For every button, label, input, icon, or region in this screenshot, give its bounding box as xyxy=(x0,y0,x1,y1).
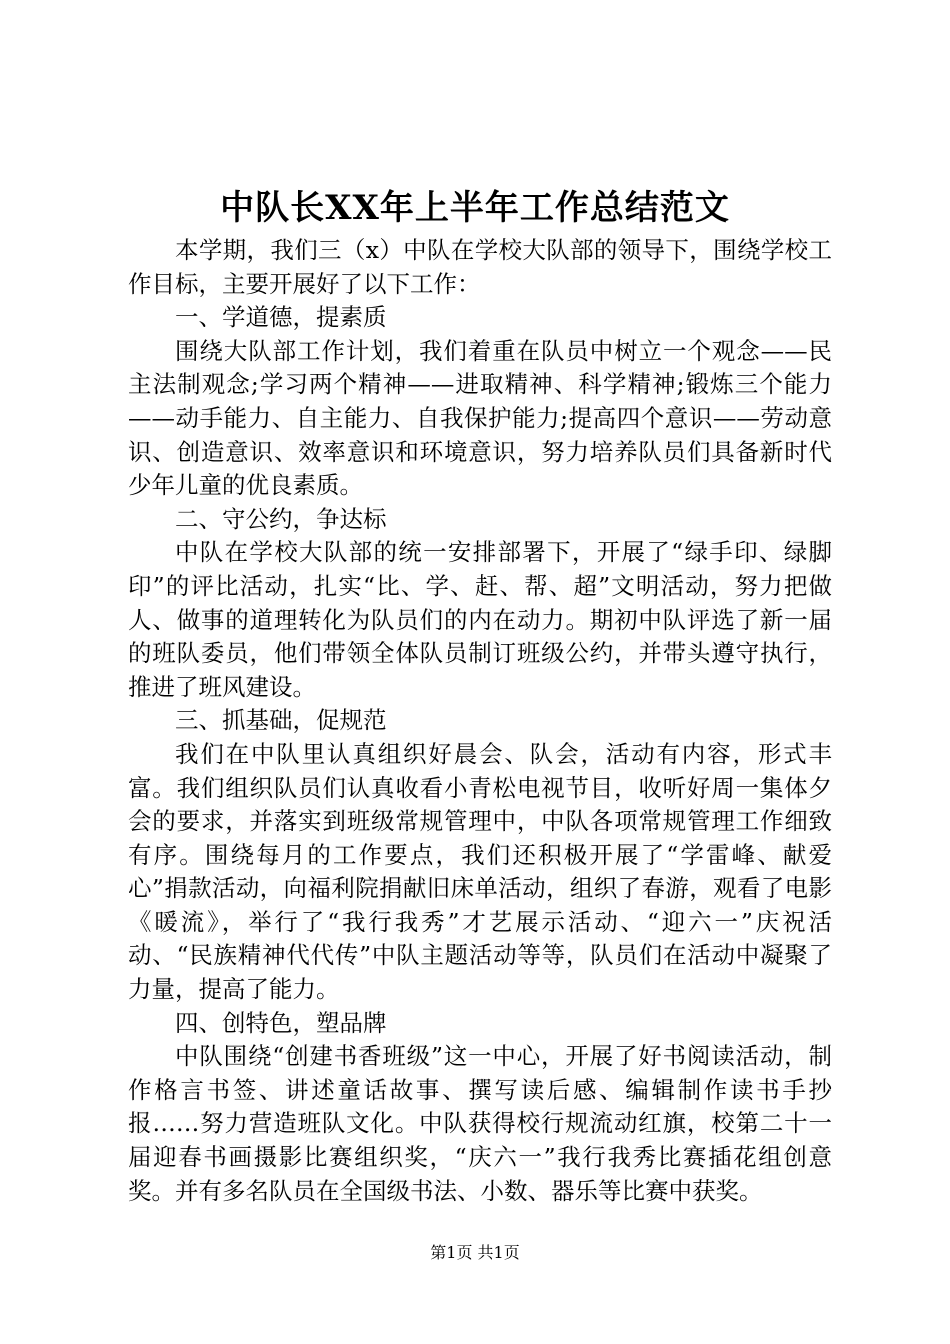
section-paragraph-3: 我们在中队里认真组织好晨会、队会，活动有内容，形式丰富。我们组织队员们认真收看小青松电视节目，收听好周一集体夕会的要求，并落实到班级常规管理中，中队各项常规管理工作细致有序。围绕每月的工作要点，我们还积极开展了“学雷峰、献爱心”捐款活动，向福利院捐献旧床单活动，组织了春游，观看了电影《暖流》，举行了“我行我秀”才艺展示活动、“迎六一”庆祝活动、“民族精神代代传”中队主题活动等等，队员们在活动中凝聚了力量，提高了能力。 xyxy=(128,739,832,1004)
section-heading-3: 三、抓基础，促规范 xyxy=(175,706,387,735)
section-paragraph-2: 中队在学校大队部的统一安排部署下，开展了“绿手印、绿脚印”的评比活动，扎实“比、学、赶、帮、超”文明活动，努力把做人、做事的道理转化为队员们的内在动力。期初中队评选了新一届的班队委员，他们带领全体队员制订班级公约，并带头遵守执行，推进了班风建设。 xyxy=(128,538,832,701)
section-paragraph-4: 中队围绕“创建书香班级”这一中心，开展了好书阅读活动，制作格言书签、讲述童话故事、撰写读后感、编辑制作读书手抄报……努力营造班队文化。中队获得校行规流动红旗，校第二十一届迎春书画摄影比赛组织奖，“庆六一”我行我秀比赛插花组创意奖。并有多名队员在全国级书法、小数、器乐等比赛中获奖。 xyxy=(128,1042,832,1205)
page-number-footer: 第1页 共1页 xyxy=(430,1243,520,1262)
section-heading-2: 二、守公约，争达标 xyxy=(175,504,387,533)
section-heading-1: 一、学道德，提素质 xyxy=(175,303,387,332)
section-heading-4: 四、创特色，塑品牌 xyxy=(175,1008,387,1037)
document-body xyxy=(128,234,832,1208)
document-title: 中队长XX年上半年工作总结范文 xyxy=(220,188,730,228)
intro-paragraph: 本学期，我们三（x）中队在学校大队部的领导下，围绕学校工作目标，主要开展好了以下工作： xyxy=(128,236,832,298)
section-paragraph-1: 围绕大队部工作计划，我们着重在队员中树立一个观念——民主法制观念;学习两个精神——进取精神、科学精神;锻炼三个能力——动手能力、自主能力、自我保护能力;提高四个意识——劳动意识、创造意识、效率意识和环境意识，努力培养队员们具备新时代少年儿童的优良素质。 xyxy=(128,336,832,500)
